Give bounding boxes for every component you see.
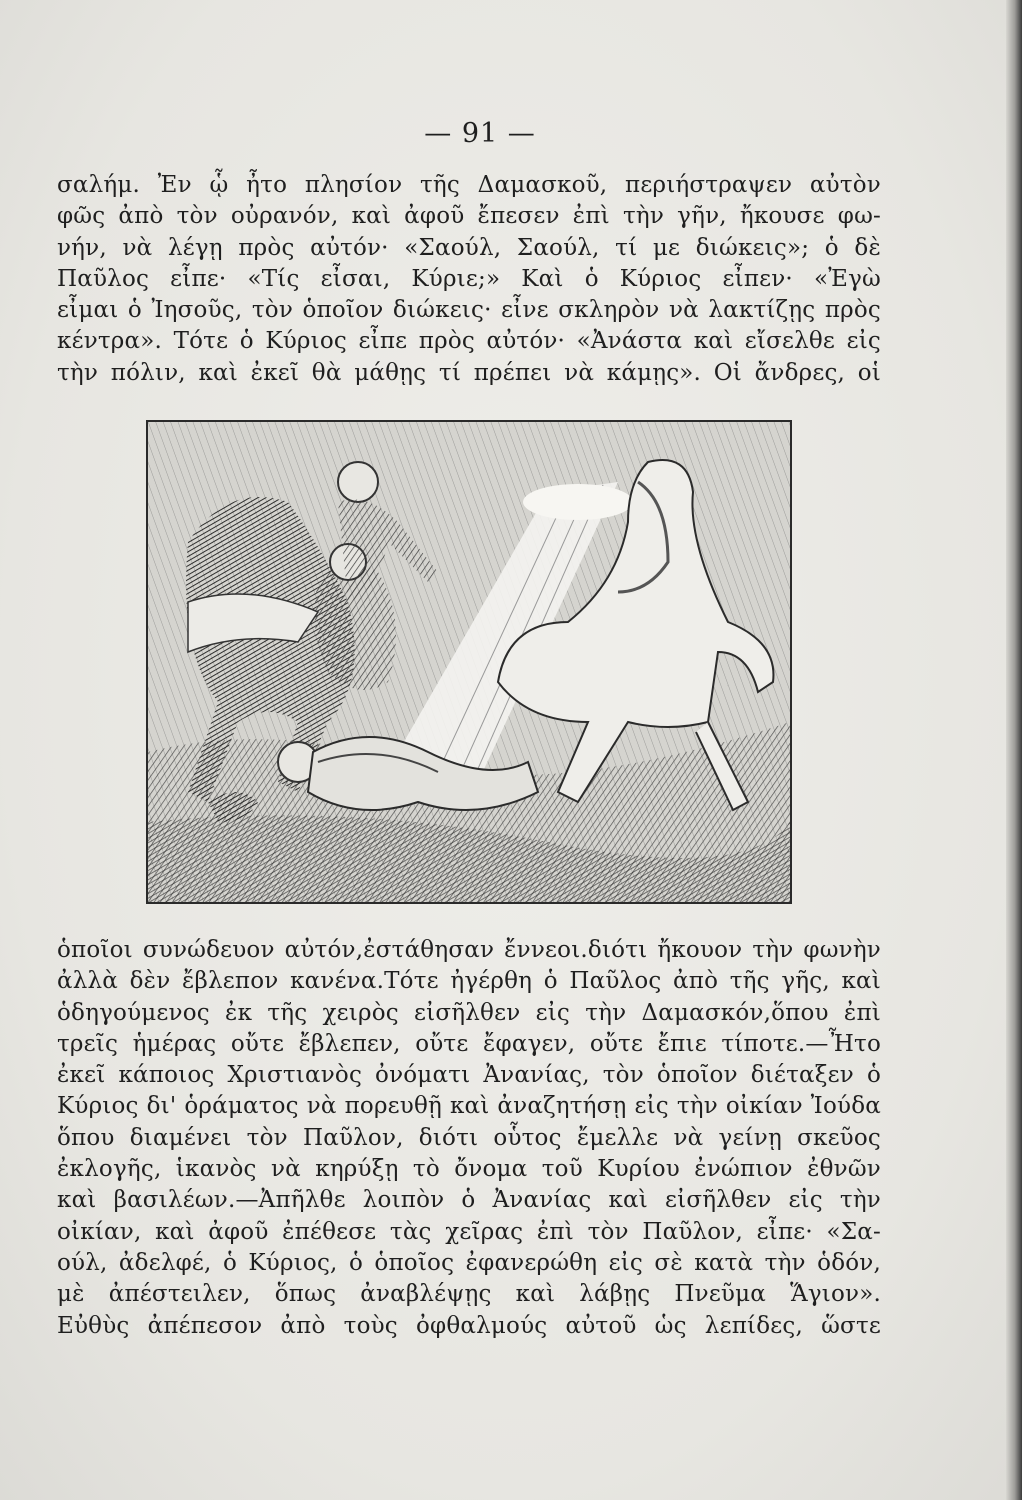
text-line: ὁδηγούμενος ἐκ τῆς χειρὸς εἰσῆλθεν εἰς τὴν Δαμασκόν,ὅπου ἐπὶ <box>57 999 881 1026</box>
text-line: ὅπου διαμένει τὸν Παῦλον, διότι οὗτος ἔμελλε νὰ γείνῃ σκεῦος <box>57 1124 881 1151</box>
text-line: καὶ βασιλέων.—Ἀπῆλθε λοιπὸν ὁ Ἀνανίας καὶ εἰσῆλθεν εἰς τὴν <box>57 1187 881 1214</box>
text-line: φῶς ἀπὸ τὸν οὐρανόν, καὶ ἀφοῦ ἔπεσεν ἐπὶ τὴν γῆν, ἤκουσε φω- <box>57 203 881 230</box>
engraving-conversion-of-saul <box>146 420 792 904</box>
text-block-bottom <box>57 935 881 1342</box>
text-line: κέντρα». Τότε ὁ Κύριος εἶπε πρὸς αὐτόν· «Ἀνάστα καὶ εἴσελθε εἰς <box>57 328 881 355</box>
page-edge-shadow <box>1006 0 1022 1500</box>
text-line: Κύριος δι' ὁράματος νὰ πορευθῇ καὶ ἀναζητήσῃ εἰς τὴν οἰκίαν Ἰούδα <box>57 1093 881 1120</box>
text-line: εἶμαι ὁ Ἰησοῦς, τὸν ὁποῖον διώκεις· εἶνε σκληρὸν νὰ λακτίζῃς πρὸς <box>57 297 881 324</box>
text-block-top <box>57 170 881 389</box>
text-line: νήν, νὰ λέγῃ πρὸς αὐτόν· «Σαούλ, Σαούλ, τί με διώκεις»; ὁ δὲ <box>57 234 881 261</box>
text-line: ούλ, ἀδελφέ, ὁ Κύριος, ὁ ὁποῖος ἐφανερώθη εἰς σὲ κατὰ τὴν ὁδόν, <box>57 1249 881 1276</box>
text-line: ἐκεῖ κάποιος Χριστιανὸς ὀνόματι Ἀνανίας, τὸν ὁποῖον διέταξεν ὁ <box>57 1062 881 1089</box>
text-line: ἐκλογῆς, ἱκανὸς νὰ κηρύξῃ τὸ ὄνομα τοῦ Κυρίου ἐνώπιον ἐθνῶν <box>57 1156 881 1183</box>
page-number: — 91 — <box>424 118 536 149</box>
text-line: τρεῖς ἡμέρας οὔτε ἔβλεπεν, οὔτε ἔφαγεν, οὔτε ἔπιε τίποτε.—Ἦτο <box>57 1030 881 1057</box>
text-line: ὁποῖοι συνώδευον αὐτόν,ἐστάθησαν ἔννεοι.διότι ἤκουον τὴν φωνὴν <box>57 937 881 963</box>
text-line: ἀλλὰ δὲν ἔβλεπον κανένα.Τότε ἠγέρθη ὁ Παῦλος ἀπὸ τῆς γῆς, καὶ <box>57 968 881 995</box>
text-line: τὴν πόλιν, καὶ ἐκεῖ θὰ μάθῃς τί πρέπει νὰ κάμῃς». Οἱ ἄνδρες, οἱ <box>57 359 881 386</box>
text-line: σαλήμ. Ἐν ᾧ ἦτο πλησίον τῆς Δαμασκοῦ, περιήστραψεν αὐτὸν <box>57 172 881 198</box>
text-line: Παῦλος εἶπε· «Τίς εἶσαι, Κύριε;» Καὶ ὁ Κύριος εἶπεν· «Ἐγὼ <box>57 265 881 292</box>
text-line: μὲ ἀπέστειλεν, ὅπως ἀναβλέψῃς καὶ λάβῃς Πνεῦμα Ἅγιον». <box>57 1281 881 1308</box>
text-line: Εὐθὺς ἀπέπεσον ἀπὸ τοὺς ὀφθαλμούς αὐτοῦ ὡς λεπίδες, ὥστε <box>57 1312 881 1339</box>
text-line: οἰκίαν, καὶ ἀφοῦ ἐπέθεσε τὰς χεῖρας ἐπὶ τὸν Παῦλον, εἶπε· «Σα- <box>57 1218 881 1245</box>
